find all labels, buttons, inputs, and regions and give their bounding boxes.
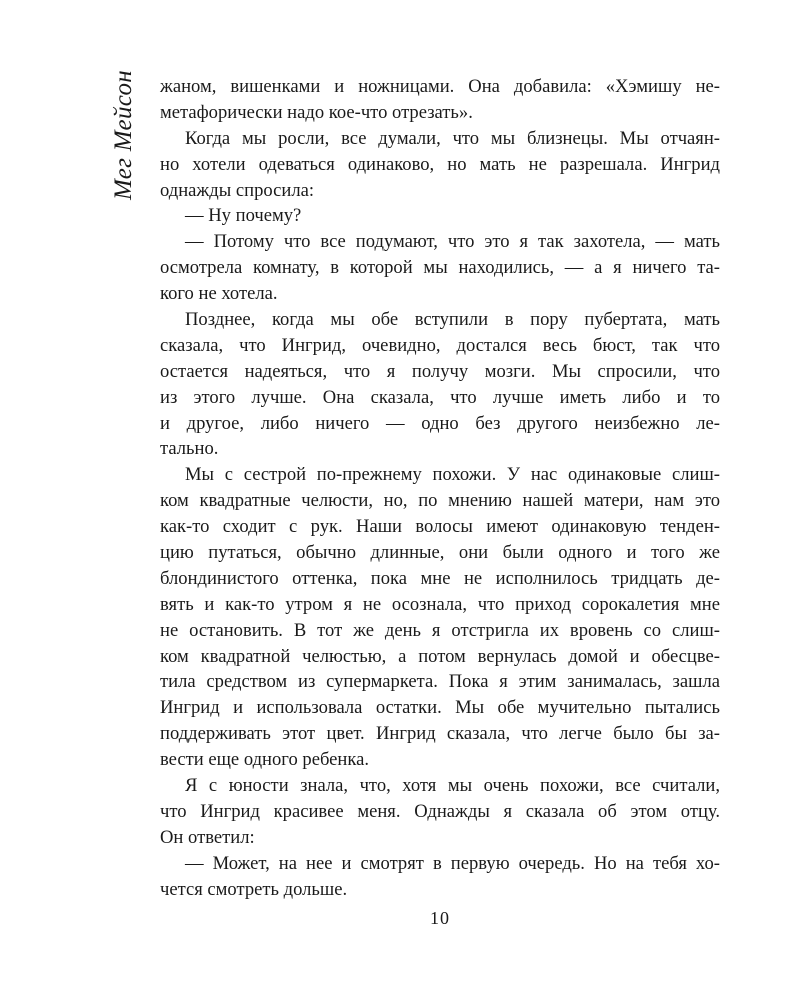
text-line: Я с юности знала, что, хотя мы очень похожи, все считали,: [185, 775, 720, 797]
text-line: тально.: [160, 438, 219, 460]
text-line: цию путаться, обычно длинные, они были одного и того же: [160, 542, 720, 564]
text-line: как-то сходит с рук. Наши волосы имеют одинаковую тенден-: [160, 516, 720, 538]
text-line: кого не хотела.: [160, 283, 278, 305]
text-line: ком квадратные челюсти, но, по мнению нашей матери, нам это: [160, 490, 720, 512]
text-line: Позднее, когда мы обе вступили в пору пубертата, мать: [185, 309, 720, 331]
running-head-author: Мег Мейсон: [110, 69, 137, 200]
running-head: [104, 69, 144, 210]
text-line: тила средством из супермаркета. Пока я этим занималась, зашла: [160, 671, 720, 693]
text-line: сказала, что Ингрид, очевидно, достался весь бюст, так что: [160, 334, 720, 356]
text-line: и другое, либо ничего — одно без другого неизбежно ле-: [160, 412, 720, 434]
text-line: вять и как-то утром я не осознала, что приход сорокалетия мне: [160, 593, 720, 615]
text-line: вести еще одного ребенка.: [160, 749, 370, 771]
page-number: 10: [430, 908, 450, 928]
text-line: из этого лучше. Она сказала, что лучше иметь либо и то: [160, 386, 720, 408]
text-line: Мы с сестрой по-прежнему похожи. У нас одинаковые слиш-: [185, 464, 720, 486]
text-line: блондинистого оттенка, пока мне не исполнилось тридцать де-: [160, 567, 720, 589]
text-line: поддерживать этот цвет. Ингрид сказала, что легче было бы за-: [160, 723, 720, 745]
text-line: ком квадратной челюстью, а потом вернулась домой и обесцве-: [160, 645, 720, 667]
body-text: [160, 74, 720, 903]
text-line: метафорически надо кое-что отрезать».: [160, 101, 473, 123]
text-line: осмотрела комнату, в которой мы находились, — а я ничего та-: [160, 257, 720, 279]
text-line: однажды спросила:: [160, 179, 315, 201]
text-line: но хотели одеваться одинаково, но мать не разрешала. Ингрид: [160, 153, 720, 175]
text-line: Когда мы росли, все думали, что мы близнецы. Мы отчаян-: [185, 127, 720, 149]
text-line: что Ингрид красивее меня. Однажды я сказала об этом отцу.: [160, 800, 720, 822]
text-line: — Ну почему?: [185, 205, 302, 227]
text-line: — Потому что все подумают, что это я так захотела, — мать: [185, 231, 720, 253]
text-line: Ингрид и использовала остатки. Мы обе мучительно пытались: [160, 697, 720, 719]
text-line: — Может, на нее и смотрят в первую очередь. Но на тебя хо-: [185, 852, 720, 874]
text-line: чется смотреть дольше.: [160, 878, 348, 900]
text-line: не остановить. В тот же день я отстригла их вровень со слиш-: [160, 619, 720, 641]
text-line: остается надеяться, что я получу мозги. Мы спросили, что: [160, 360, 720, 382]
text-line: жаном, вишенками и ножницами. Она добавила: «Хэмишу не-: [160, 76, 720, 97]
text-line: Он ответил:: [160, 826, 255, 848]
